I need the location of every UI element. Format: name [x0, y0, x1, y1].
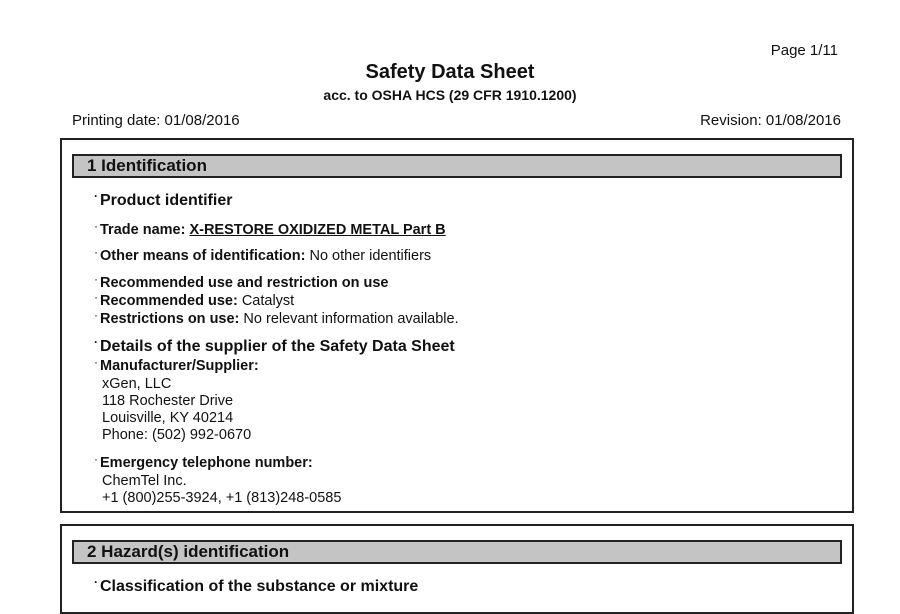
other-means-line	[94, 245, 432, 264]
supplier-name: xGen, LLC	[102, 376, 172, 392]
bullet-dot: ·	[94, 452, 98, 466]
bullet-dot: ·	[94, 290, 98, 304]
bullet-dot: ·	[94, 575, 98, 589]
recommended-heading: · Recommended use and restriction on use	[94, 272, 389, 291]
recommended-use-value: Catalyst	[241, 293, 295, 309]
section-hazard-identification	[60, 524, 854, 614]
bullet-dot: ·	[94, 272, 98, 286]
bullet-dot: ·	[94, 189, 98, 203]
section-identification	[60, 138, 854, 513]
supplier-heading: · Details of the supplier of the Safety Data Sheet	[94, 335, 455, 355]
bullet-dot: ·	[94, 308, 98, 322]
trade-name-label: Trade name:	[100, 222, 190, 238]
restrictions-label: Restrictions on use:	[100, 311, 244, 327]
section-heading: 1 Identification	[72, 154, 842, 178]
supplier-phone: Phone: (502) 992-0670	[102, 427, 252, 443]
bullet-dot: ·	[94, 355, 98, 369]
trade-name-line	[94, 219, 446, 238]
supplier-city: Louisville, KY 40214	[102, 410, 234, 426]
emergency-phones: +1 (800)255-3924, +1 (813)248-0585	[102, 490, 342, 506]
bullet-dot: ·	[94, 219, 98, 233]
document-subtitle: acc. to OSHA HCS (29 CFR 1910.1200)	[323, 87, 577, 103]
manufacturer-label-line: · Manufacturer/Supplier:	[94, 355, 259, 374]
recommended-use-label: Recommended use:	[100, 293, 242, 309]
section-heading: 2 Hazard(s) identification	[72, 540, 842, 564]
restrictions-value: No relevant information available.	[243, 311, 459, 327]
bullet-dot: ·	[94, 245, 98, 259]
document-title: Safety Data Sheet	[365, 61, 535, 83]
other-means-value: No other identifiers	[309, 248, 432, 264]
trade-name-value: X-RESTORE OXIDIZED METAL Part B	[189, 222, 446, 238]
other-means-label: Other means of identification:	[100, 248, 310, 264]
printing-date: Printing date: 01/08/2016	[72, 112, 240, 129]
supplier-street: 118 Rochester Drive	[102, 393, 234, 409]
restrictions-line	[94, 308, 459, 327]
revision-date: Revision: 01/08/2016	[700, 112, 841, 129]
page-number: Page 1/11	[770, 42, 838, 59]
product-identifier-heading: · Product identifier	[94, 189, 233, 209]
emergency-label-line: · Emergency telephone number:	[94, 452, 313, 471]
recommended-use-line	[94, 290, 295, 309]
bullet-dot: ·	[94, 335, 98, 349]
emergency-company: ChemTel Inc.	[102, 473, 187, 489]
classification-heading: · Classification of the substance or mixture	[94, 575, 419, 595]
